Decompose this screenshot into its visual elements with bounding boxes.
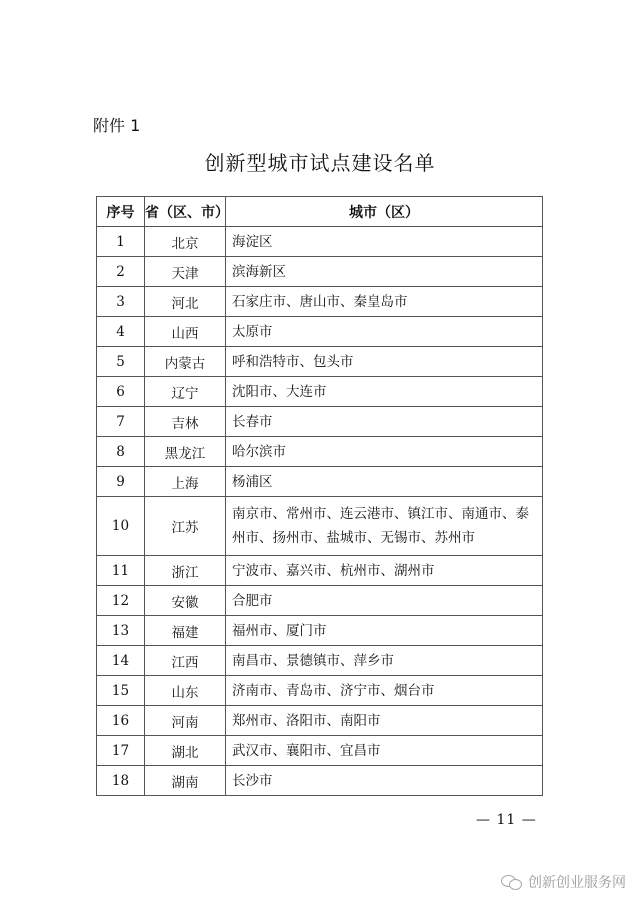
row-cities: 滨海新区 [226,257,543,287]
row-province: 浙江 [145,556,226,586]
row-number: 4 [97,317,145,347]
row-province: 内蒙古 [145,347,226,377]
row-cities: 郑州市、洛阳市、南阳市 [226,706,543,736]
row-province: 上海 [145,467,226,497]
row-province: 福建 [145,616,226,646]
table-row [97,467,543,497]
row-number: 5 [97,347,145,377]
table-row [97,437,543,467]
row-province: 湖北 [145,736,226,766]
table-row [97,586,543,616]
row-cities: 沈阳市、大连市 [226,377,543,407]
row-province: 山东 [145,676,226,706]
table-row [97,377,543,407]
row-cities: 石家庄市、唐山市、秦皇岛市 [226,287,543,317]
row-cities: 哈尔滨市 [226,437,543,467]
page-number: — 11 — [476,812,537,828]
row-province: 湖南 [145,766,226,796]
row-cities: 呼和浩特市、包头市 [226,347,543,377]
row-number: 15 [97,676,145,706]
row-cities: 武汉市、襄阳市、宜昌市 [226,736,543,766]
table-row [97,407,543,437]
table-row [97,497,543,556]
document-title: 创新型城市试点建设名单 [204,151,436,175]
row-number: 1 [97,227,145,257]
table-row [97,227,543,257]
table-row [97,287,543,317]
table-row [97,646,543,676]
row-number: 6 [97,377,145,407]
row-province: 天津 [145,257,226,287]
row-cities: 海淀区 [226,227,543,257]
row-number: 13 [97,616,145,646]
row-cities: 长春市 [226,407,543,437]
row-cities: 长沙市 [226,766,543,796]
row-province: 河北 [145,287,226,317]
watermark-text: 创新创业服务网 [528,875,626,891]
row-number: 10 [97,497,145,556]
row-number: 9 [97,467,145,497]
row-cities: 福州市、厦门市 [226,616,543,646]
row-number: 12 [97,586,145,616]
row-province: 河南 [145,706,226,736]
row-cities: 杨浦区 [226,467,543,497]
watermark [501,872,626,892]
row-number: 18 [97,766,145,796]
table-row [97,676,543,706]
row-province: 北京 [145,227,226,257]
header-province: 省（区、市） [145,197,226,227]
row-number: 7 [97,407,145,437]
table-row [97,317,543,347]
row-cities: 太原市 [226,317,543,347]
table-row [97,736,543,766]
row-province: 江西 [145,646,226,676]
attachment-label: 附件 1 [93,116,141,135]
row-number: 11 [97,556,145,586]
row-cities: 宁波市、嘉兴市、杭州市、湖州市 [226,556,543,586]
city-list-table [96,196,543,796]
row-province: 吉林 [145,407,226,437]
table-row [97,347,543,377]
row-province: 黑龙江 [145,437,226,467]
table-row [97,257,543,287]
row-cities: 南昌市、景德镇市、萍乡市 [226,646,543,676]
table-row [97,706,543,736]
row-number: 3 [97,287,145,317]
row-province: 江苏 [145,497,226,556]
row-number: 14 [97,646,145,676]
row-number: 17 [97,736,145,766]
row-cities: 南京市、常州市、连云港市、镇江市、南通市、泰州市、扬州市、盐城市、无锡市、苏州市 [226,497,543,556]
table-row [97,766,543,796]
row-cities: 济南市、青岛市、济宁市、烟台市 [226,676,543,706]
table-row [97,556,543,586]
row-number: 16 [97,706,145,736]
table-row [97,616,543,646]
row-cities: 合肥市 [226,586,543,616]
row-number: 8 [97,437,145,467]
header-cities: 城市（区） [226,197,543,227]
row-province: 辽宁 [145,377,226,407]
row-province: 安徽 [145,586,226,616]
row-number: 2 [97,257,145,287]
header-number: 序号 [97,197,145,227]
table-header-row [97,197,543,227]
wechat-icon [501,874,523,890]
row-province: 山西 [145,317,226,347]
